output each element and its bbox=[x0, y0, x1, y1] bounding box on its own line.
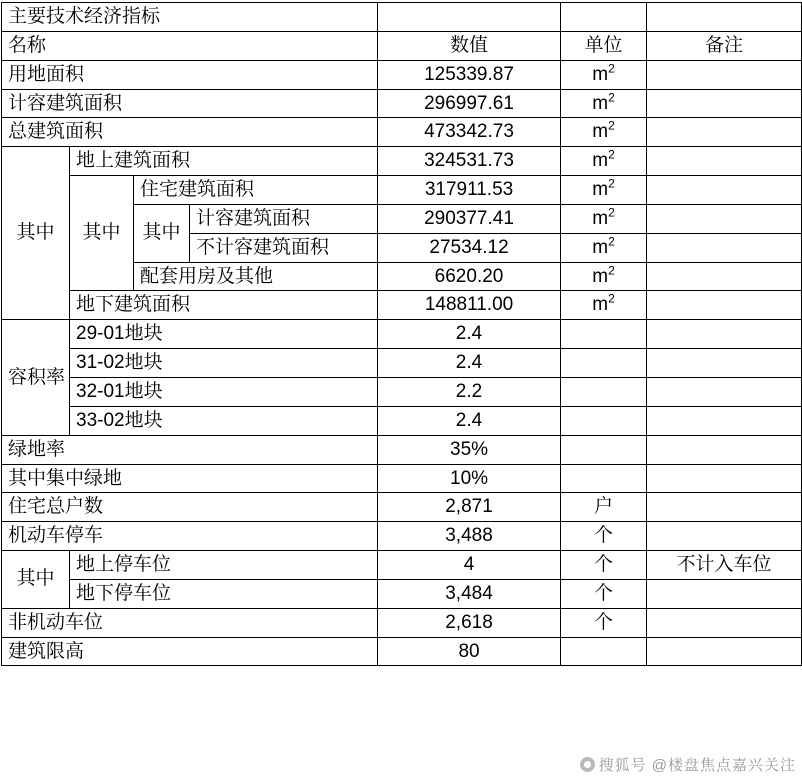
value-residential-area: 317911.53 bbox=[378, 176, 561, 205]
label-height-limit: 建筑限高 bbox=[2, 637, 378, 666]
value-underground-area: 148811.00 bbox=[378, 291, 561, 320]
table-row bbox=[2, 522, 802, 551]
table-row bbox=[2, 89, 802, 118]
remark-total-building-area bbox=[647, 118, 802, 147]
table-row bbox=[2, 493, 802, 522]
value-green-ratio: 35% bbox=[378, 435, 561, 464]
remark-plot-29-01 bbox=[647, 320, 802, 349]
label-supporting-rooms: 配套用房及其他 bbox=[134, 262, 378, 291]
unit-total-building-area: $m^2$ bbox=[561, 118, 647, 147]
label-central-green: 其中集中绿地 bbox=[2, 464, 378, 493]
unit-total-households: 户 bbox=[561, 493, 647, 522]
table-row bbox=[2, 60, 802, 89]
title-row-unit-cell bbox=[561, 3, 647, 32]
table-row bbox=[2, 579, 802, 608]
table-row bbox=[2, 377, 802, 406]
table-row bbox=[2, 3, 802, 32]
remark-underground-area bbox=[647, 291, 802, 320]
remark-central-green bbox=[647, 464, 802, 493]
table-row bbox=[2, 608, 802, 637]
table-row bbox=[2, 147, 802, 176]
value-far-counted-area: 290377.41 bbox=[378, 204, 561, 233]
label-far-counted-area: 计容建筑面积 bbox=[190, 204, 378, 233]
remark-plot-32-01 bbox=[647, 377, 802, 406]
label-total-households: 住宅总户数 bbox=[2, 493, 378, 522]
unit-plot-33-02 bbox=[561, 406, 647, 435]
remark-plot-31-02 bbox=[647, 349, 802, 378]
value-plot-32-01: 2.2 bbox=[378, 377, 561, 406]
table-row bbox=[2, 118, 802, 147]
value-plot-33-02: 2.4 bbox=[378, 406, 561, 435]
unit-land-area: $m^2$ bbox=[561, 60, 647, 89]
label-motor-parking: 机动车停车 bbox=[2, 522, 378, 551]
remark-far-building-area bbox=[647, 89, 802, 118]
unit-far-building-area: $m^2$ bbox=[561, 89, 647, 118]
technical-indicators-table bbox=[1, 2, 802, 666]
table-row bbox=[2, 435, 802, 464]
remark-green-ratio bbox=[647, 435, 802, 464]
label-non-motor-parking: 非机动车位 bbox=[2, 608, 378, 637]
table-row bbox=[2, 551, 802, 580]
unit-supporting-rooms: $m^2$ bbox=[561, 262, 647, 291]
label-green-ratio: 绿地率 bbox=[2, 435, 378, 464]
remark-underground-parking bbox=[647, 579, 802, 608]
table-row bbox=[2, 320, 802, 349]
value-plot-29-01: 2.4 bbox=[378, 320, 561, 349]
remark-height-limit bbox=[647, 637, 802, 666]
value-above-ground-parking: 4 bbox=[378, 551, 561, 580]
remark-supporting-rooms bbox=[647, 262, 802, 291]
remark-non-far-area bbox=[647, 233, 802, 262]
remark-total-households bbox=[647, 493, 802, 522]
label-total-building-area: 总建筑面积 bbox=[2, 118, 378, 147]
value-total-building-area: 473342.73 bbox=[378, 118, 561, 147]
unit-motor-parking: 个 bbox=[561, 522, 647, 551]
table-row bbox=[2, 464, 802, 493]
unit-non-motor-parking: 个 bbox=[561, 608, 647, 637]
remark-above-ground-area bbox=[647, 147, 802, 176]
unit-above-ground-area: $m^2$ bbox=[561, 147, 647, 176]
label-plot-ratio: 容积率 bbox=[2, 320, 70, 435]
sohu-logo-icon bbox=[580, 757, 595, 772]
label-among-which-parking: 其中 bbox=[2, 551, 70, 609]
label-residential-area: 住宅建筑面积 bbox=[134, 176, 378, 205]
label-above-ground-area: 地上建筑面积 bbox=[70, 147, 378, 176]
label-above-ground-parking: 地上停车位 bbox=[70, 551, 378, 580]
label-among-which-level1: 其中 bbox=[2, 147, 70, 320]
value-plot-31-02: 2.4 bbox=[378, 349, 561, 378]
table-row bbox=[2, 176, 802, 205]
unit-central-green bbox=[561, 464, 647, 493]
unit-above-ground-parking: 个 bbox=[561, 551, 647, 580]
value-non-far-area: 27534.12 bbox=[378, 233, 561, 262]
unit-height-limit bbox=[561, 637, 647, 666]
remark-above-ground-parking: 不计入车位 bbox=[647, 551, 802, 580]
label-among-which-level3: 其中 bbox=[134, 204, 190, 262]
header-name: 名称 bbox=[2, 31, 378, 60]
table-row bbox=[2, 291, 802, 320]
value-total-households: 2,871 bbox=[378, 493, 561, 522]
table-row bbox=[2, 349, 802, 378]
value-non-motor-parking: 2,618 bbox=[378, 608, 561, 637]
label-plot-33-02: 33-02地块 bbox=[70, 406, 378, 435]
remark-far-counted-area bbox=[647, 204, 802, 233]
watermark bbox=[580, 754, 796, 775]
unit-green-ratio bbox=[561, 435, 647, 464]
value-height-limit: 80 bbox=[378, 637, 561, 666]
unit-non-far-area: $m^2$ bbox=[561, 233, 647, 262]
table-row bbox=[2, 406, 802, 435]
value-land-area: 125339.87 bbox=[378, 60, 561, 89]
value-supporting-rooms: 6620.20 bbox=[378, 262, 561, 291]
label-land-area: 用地面积 bbox=[2, 60, 378, 89]
label-plot-31-02: 31-02地块 bbox=[70, 349, 378, 378]
value-motor-parking: 3,488 bbox=[378, 522, 561, 551]
label-non-far-area: 不计容建筑面积 bbox=[190, 233, 378, 262]
table-row bbox=[2, 637, 802, 666]
remark-motor-parking bbox=[647, 522, 802, 551]
unit-plot-31-02 bbox=[561, 349, 647, 378]
unit-underground-parking: 个 bbox=[561, 579, 647, 608]
label-underground-area: 地下建筑面积 bbox=[70, 291, 378, 320]
label-plot-32-01: 32-01地块 bbox=[70, 377, 378, 406]
remark-plot-33-02 bbox=[647, 406, 802, 435]
remark-residential-area bbox=[647, 176, 802, 205]
label-far-building-area: 计容建筑面积 bbox=[2, 89, 378, 118]
value-far-building-area: 296997.61 bbox=[378, 89, 561, 118]
unit-underground-area: $m^2$ bbox=[561, 291, 647, 320]
table-header-row bbox=[2, 31, 802, 60]
unit-residential-area: $m^2$ bbox=[561, 176, 647, 205]
header-value: 数值 bbox=[378, 31, 561, 60]
header-unit: 单位 bbox=[561, 31, 647, 60]
remark-land-area bbox=[647, 60, 802, 89]
unit-plot-29-01 bbox=[561, 320, 647, 349]
label-among-which-level2: 其中 bbox=[70, 176, 134, 291]
value-above-ground-area: 324531.73 bbox=[378, 147, 561, 176]
table-title: 主要技术经济指标 bbox=[2, 3, 378, 32]
label-plot-29-01: 29-01地块 bbox=[70, 320, 378, 349]
title-row-remark-cell bbox=[647, 3, 802, 32]
remark-non-motor-parking bbox=[647, 608, 802, 637]
label-underground-parking: 地下停车位 bbox=[70, 579, 378, 608]
value-central-green: 10% bbox=[378, 464, 561, 493]
header-remark: 备注 bbox=[647, 31, 802, 60]
watermark-text: 搜狐号 @楼盘焦点嘉兴关注 bbox=[598, 757, 796, 774]
title-row-value-cell bbox=[378, 3, 561, 32]
value-underground-parking: 3,484 bbox=[378, 579, 561, 608]
unit-far-counted-area: $m^2$ bbox=[561, 204, 647, 233]
unit-plot-32-01 bbox=[561, 377, 647, 406]
